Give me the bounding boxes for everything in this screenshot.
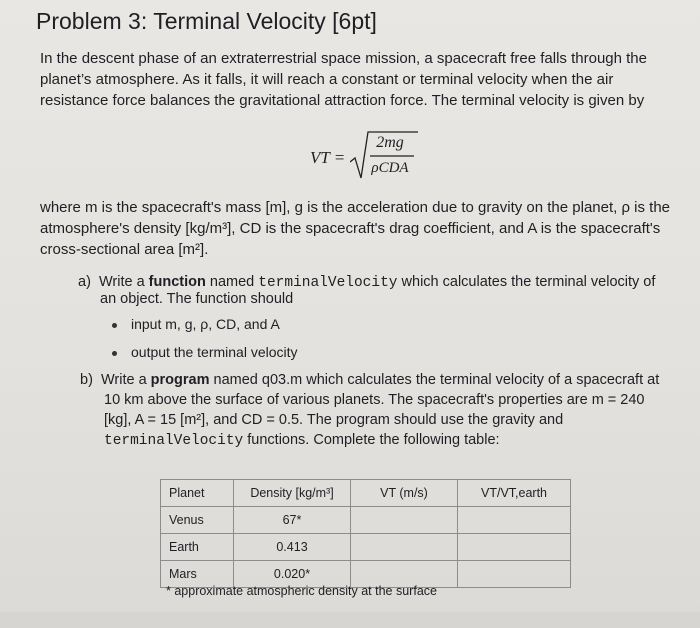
part-b: b) Write a program named q03.m which calculates the terminal velocity of a spacecraft at 10 km above the surface of various planets. The spacecraft's properties are m = 240 [kg], A = 15 [m²], and CD = 0.5. The program should use the gravity and terminalVelocity functions. Complete the following table:: [80, 372, 660, 449]
cell-planet: Mars: [161, 561, 234, 588]
cell-planet: Venus: [161, 507, 234, 534]
header-vt: VT (m/s): [351, 480, 458, 507]
formula-numerator: 2mg: [376, 134, 404, 151]
photo-bottom-edge: [0, 612, 700, 628]
bullet-dot-icon: [112, 351, 117, 356]
bullet-input: input m, g, ρ, CD, and A: [112, 316, 280, 332]
cell-density: 0.020*: [234, 561, 351, 588]
bullet-output: output the terminal velocity: [112, 344, 298, 360]
header-vt-ratio: VT/VT,earth: [458, 480, 571, 507]
intro-paragraph: In the descent phase of an extraterrestrial space mission, a spacecraft free falls through the planet’s atmosphere. As it falls, it will reach a constant or terminal velocity when the air resistance force balances the gravitational attraction force. The terminal velocity is given by: [40, 50, 647, 109]
planet-table: [160, 479, 571, 588]
formula-denominator: ρCDA: [371, 160, 409, 176]
bullet-dot-icon: [112, 323, 117, 328]
cell-vt-ratio: [458, 561, 571, 588]
cell-vt-ratio: [458, 534, 571, 561]
cell-planet: Earth: [161, 534, 234, 561]
cell-vt: [351, 534, 458, 561]
header-density: Density [kg/m³]: [234, 480, 351, 507]
cell-vt: [351, 507, 458, 534]
table-row: [161, 507, 571, 534]
header-planet: Planet: [161, 480, 234, 507]
cell-vt-ratio: [458, 507, 571, 534]
table-row: [161, 534, 571, 561]
table-header-row: [161, 480, 571, 507]
part-a-line2: an object. The function should: [100, 291, 294, 307]
problem-title: Problem 3: Terminal Velocity [6pt]: [36, 8, 377, 34]
formula-lhs: VT =: [310, 148, 346, 167]
table-footnote: * approximate atmospheric density at the surface: [166, 584, 437, 598]
cell-density: 0.413: [234, 534, 351, 561]
variable-definitions: where m is the spacecraft's mass [m], g is the acceleration due to gravity on the planet, ρ is the atmosphere's density [kg/m³], CD is the spacecraft's drag coefficient, and A is the spacecraft's cross-sectional area [m²].: [40, 199, 671, 258]
part-a-line1: a) Write a function named terminalVelocity which calculates the terminal velocity of: [78, 274, 656, 291]
cell-density: 67*: [234, 507, 351, 534]
